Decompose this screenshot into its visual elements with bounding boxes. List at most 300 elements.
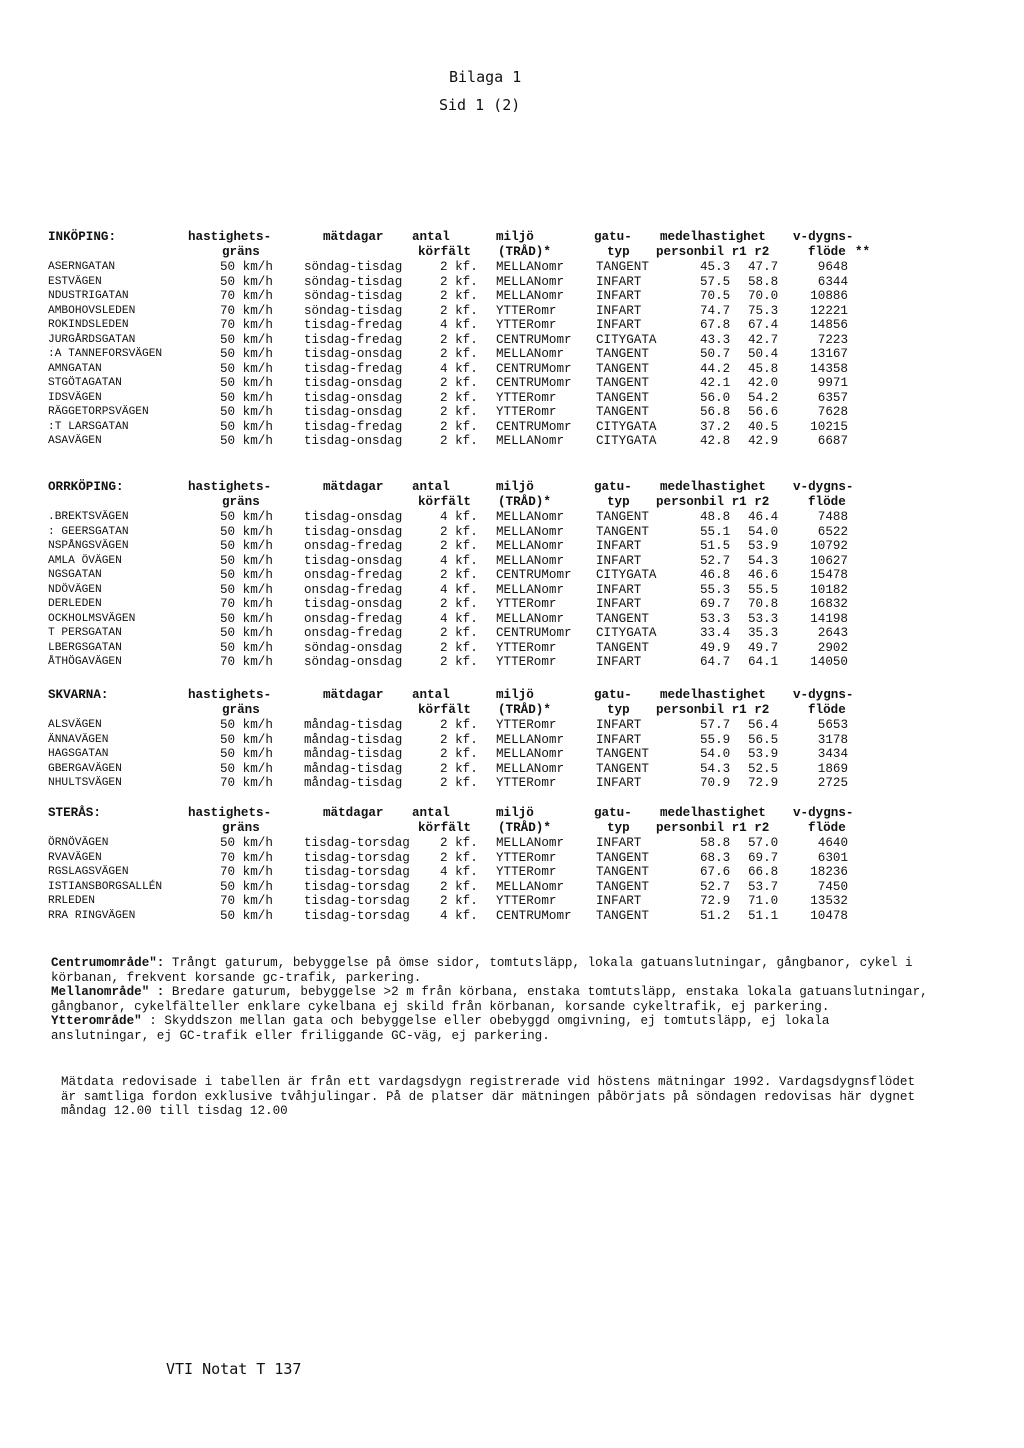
table-row (48, 641, 948, 656)
street-type: TANGENT (596, 524, 649, 539)
daily-flow: 14856 (810, 318, 848, 332)
speed-limit: 50 km/h (220, 582, 273, 597)
column-subheader-env: (TRÅD)* (498, 245, 551, 259)
mean-speed-r2: 56.5 (748, 732, 779, 747)
mean-speed-r2: 69.7 (748, 850, 779, 865)
column-header-env: miljö (496, 230, 534, 244)
mean-speed-r2: 42.9 (748, 434, 779, 448)
column-header-flow: v-dygns- (793, 688, 854, 702)
environment: YTTERomr (496, 390, 557, 405)
mean-speed-r2: 70.0 (748, 289, 779, 303)
environment: CENTRUMomr (496, 419, 572, 434)
lane-count: 2 kf. (440, 626, 478, 640)
mean-speed-r2: 55.5 (748, 582, 779, 597)
daily-flow: 10478 (810, 908, 848, 923)
table-header-row (48, 688, 948, 703)
measurement-days: söndag-tisdag (304, 303, 403, 318)
mean-speed-r2: 40.5 (748, 419, 779, 434)
street-type: INFART (596, 718, 642, 732)
daily-flow: 10182 (810, 582, 848, 597)
definition-text: Bredare gaturum, bebyggelse >2 m från körbana, enstaka tomtutsläpp, enstaka lokala gatuanslutningar, gångbanor, cykelfälteller enklare cykelbana ej skild från körbanan, korsande cykeltrafik, ej parkering. (51, 985, 928, 1014)
table-row (48, 347, 948, 362)
measurement-days: onsdag-fredag (304, 582, 403, 597)
daily-flow: 7450 (817, 879, 848, 894)
column-header-days: mätdagar (323, 806, 384, 820)
street-name: IDSVÄGEN (48, 391, 102, 404)
daily-flow: 1869 (817, 761, 848, 776)
lane-count: 4 kf. (440, 553, 478, 568)
street-name: ISTIANSBORGSALLÉN (48, 880, 163, 893)
speed-limit: 70 km/h (220, 776, 273, 790)
street-type: INFART (596, 836, 642, 850)
lane-count: 4 kf. (440, 865, 478, 879)
table-subheader-row (48, 495, 948, 510)
mean-speed-r1: 51.2 (700, 908, 731, 923)
speed-limit: 70 km/h (220, 865, 273, 879)
street-type: TANGENT (596, 260, 649, 274)
environment: MELLANomr (496, 553, 565, 568)
table-row (48, 733, 948, 748)
mean-speed-r1: 56.0 (700, 390, 731, 405)
environment: MELLANomr (496, 524, 565, 539)
column-subheader-lanes: körfält (418, 703, 471, 717)
street-name: :A TANNEFORSVÄGEN (48, 348, 163, 360)
column-header-speed: hastighets- (188, 230, 272, 244)
lane-count: 2 kf. (440, 761, 478, 776)
column-header-mean-speed: medelhastighet (660, 688, 766, 702)
daily-flow: 10215 (810, 419, 848, 434)
daily-flow: 4640 (817, 836, 848, 850)
street-type: INFART (596, 274, 642, 289)
mean-speed-r1: 58.8 (700, 836, 731, 850)
daily-flow: 14198 (810, 611, 848, 626)
mean-speed-r1: 33.4 (700, 626, 731, 640)
column-subheader-flow: flöde (808, 495, 846, 509)
table-row (48, 836, 948, 851)
street-name: AMBOHOVSLEDEN (48, 304, 136, 317)
column-header-mean-speed: medelhastighet (660, 480, 766, 494)
street-type: INFART (596, 776, 642, 790)
definition-text: Trångt gaturum, bebyggelse på ömse sidor, tomtutsläpp, lokala gatuanslutningar, gångbanor, cykel i körbanan, frekvent korsande gc-trafik, parkering. (51, 956, 913, 985)
measurement-days: måndag-tisdag (304, 776, 403, 790)
measurement-days: söndag-tisdag (304, 274, 403, 289)
table-header-row (48, 806, 948, 821)
measurement-days: tisdag-onsdag (304, 347, 403, 361)
street-name: NSPÅNGSVÄGEN (48, 540, 129, 552)
street-name: ESTVÄGEN (48, 275, 102, 288)
mean-speed-r1: 69.7 (700, 597, 731, 611)
daily-flow: 6344 (817, 274, 848, 289)
table-row (48, 626, 948, 641)
column-header-speed: hastighets- (188, 480, 272, 494)
daily-flow: 5653 (817, 718, 848, 732)
column-subheader-speed: gräns (222, 495, 260, 509)
table-row (48, 362, 948, 377)
environment: MELLANomr (496, 582, 565, 597)
speed-limit: 50 km/h (220, 390, 273, 405)
measurement-note-text: Mätdata redovisade i tabellen är från ett vardagsdygn registrerade vid höstens mätningar 1992. Vardagsdygnsflödet är samtliga fordon exklusive tvåhjulingar. På de platser där mätningen påbörjats på söndagen redovisas här dygnet måndag 12.00 till tisdag 12.00 (61, 1075, 915, 1119)
column-header-days: mätdagar (323, 230, 384, 244)
speed-limit: 50 km/h (220, 732, 273, 747)
daily-flow: 3434 (817, 747, 848, 761)
column-subheader-speed: gräns (222, 703, 260, 717)
measurement-days: tisdag-fredag (304, 419, 403, 434)
table-row (48, 776, 948, 791)
speed-limit: 50 km/h (220, 879, 273, 894)
mean-speed-r1: 49.9 (700, 640, 731, 655)
mean-speed-r2: 53.9 (748, 747, 779, 761)
appendix-title: Bilaga 1 (449, 68, 522, 86)
column-subheader-lanes: körfält (418, 245, 471, 259)
mean-speed-r2: 70.8 (748, 597, 779, 611)
daily-flow: 2643 (817, 626, 848, 640)
column-header-lanes: antal (412, 230, 450, 244)
mean-speed-r1: 68.3 (700, 850, 731, 865)
column-header-lanes: antal (412, 688, 450, 702)
environment: YTTERomr (496, 865, 557, 879)
city-name: ORRKÖPING: (48, 480, 124, 494)
lane-count: 4 kf. (440, 361, 478, 376)
daily-flow: 10792 (810, 539, 848, 553)
street-type: INFART (596, 894, 642, 908)
measurement-days: onsdag-fredag (304, 626, 403, 640)
street-type: INFART (596, 655, 642, 669)
speed-limit: 50 km/h (220, 626, 273, 640)
definition-term: Centrumområde": (51, 956, 165, 970)
column-header-lanes: antal (412, 806, 450, 820)
measurement-days: måndag-tisdag (304, 761, 403, 776)
speed-limit: 70 km/h (220, 318, 273, 332)
table-row (48, 333, 948, 348)
street-name: HAGSGATAN (48, 748, 109, 760)
mean-speed-r2: 54.0 (748, 524, 779, 539)
street-type: TANGENT (596, 376, 649, 390)
street-type: INFART (596, 553, 642, 568)
environment: MELLANomr (496, 836, 565, 850)
speed-limit: 50 km/h (220, 260, 273, 274)
measurement-days: tisdag-torsdag (304, 894, 410, 908)
speed-limit: 50 km/h (220, 568, 273, 582)
lane-count: 2 kf. (440, 655, 478, 669)
street-name: GBERGAVÄGEN (48, 762, 122, 775)
definition-centrum (51, 956, 931, 985)
speed-limit: 50 km/h (220, 553, 273, 568)
speed-limit: 50 km/h (220, 761, 273, 776)
street-name: ÖRNÖVÄGEN (48, 837, 109, 849)
speed-limit: 70 km/h (220, 597, 273, 611)
lane-count: 2 kf. (440, 289, 478, 303)
measurement-days: tisdag-fredag (304, 332, 403, 347)
table-row (48, 275, 948, 290)
lane-count: 2 kf. (440, 434, 478, 448)
lane-count: 2 kf. (440, 718, 478, 732)
speed-limit: 50 km/h (220, 836, 273, 850)
street-type: CITYGATA (596, 626, 657, 640)
street-name: JURGÅRDSGATAN (48, 333, 136, 346)
lane-count: 2 kf. (440, 539, 478, 553)
mean-speed-r1: 67.8 (700, 318, 731, 332)
street-name: NGSGATAN (48, 569, 102, 581)
measurement-days: tisdag-onsdag (304, 553, 403, 568)
street-name: .BREKTSVÄGEN (48, 511, 129, 523)
street-type: TANGENT (596, 761, 649, 776)
mean-speed-r1: 42.1 (700, 376, 731, 390)
street-type: TANGENT (596, 510, 649, 524)
column-subheader-street-type: typ (607, 495, 630, 509)
city-name: INKÖPING: (48, 230, 117, 244)
measurement-days: tisdag-torsdag (304, 865, 410, 879)
column-subheader-mean-speed: personbil r1 r2 (656, 495, 770, 509)
definitions (51, 956, 931, 1044)
lane-count: 2 kf. (440, 347, 478, 361)
mean-speed-r2: 46.6 (748, 568, 779, 582)
mean-speed-r1: 57.5 (700, 274, 731, 289)
environment: YTTERomr (496, 405, 557, 419)
definition-term: Mellanområde" : (51, 985, 165, 1000)
table-row (48, 391, 948, 406)
street-name: NDÖVÄGEN (48, 583, 102, 596)
street-type: TANGENT (596, 865, 649, 879)
measurement-days: tisdag-onsdag (304, 597, 403, 611)
column-header-env: miljö (496, 688, 534, 702)
table-row (48, 318, 948, 333)
speed-limit: 50 km/h (220, 405, 273, 419)
table-row (48, 583, 948, 598)
measurement-days: måndag-tisdag (304, 747, 403, 761)
environment: CENTRUMomr (496, 908, 572, 923)
daily-flow: 18236 (810, 865, 848, 879)
table-subheader-row (48, 821, 948, 836)
measurement-days: söndag-tisdag (304, 260, 403, 274)
column-subheader-street-type: typ (607, 821, 630, 835)
daily-flow: 7488 (817, 510, 848, 524)
daily-flow: 3178 (817, 732, 848, 747)
speed-limit: 50 km/h (220, 419, 273, 434)
street-type: INFART (596, 597, 642, 611)
column-subheader-flow: flöde (808, 821, 846, 835)
measurement-days: tisdag-torsdag (304, 850, 410, 865)
table-row (48, 405, 948, 420)
measurement-days: onsdag-fredag (304, 611, 403, 626)
mean-speed-r2: 57.0 (748, 836, 779, 850)
speed-limit: 50 km/h (220, 332, 273, 347)
table-row (48, 260, 948, 275)
street-name: NHULTSVÄGEN (48, 777, 122, 789)
daily-flow: 14358 (810, 361, 848, 376)
mean-speed-r1: 54.0 (700, 747, 731, 761)
street-type: TANGENT (596, 747, 649, 761)
column-subheader-speed: gräns (222, 245, 260, 259)
mean-speed-r2: 47.7 (748, 260, 779, 274)
daily-flow: 6687 (817, 434, 848, 448)
environment: CENTRUMomr (496, 626, 572, 640)
mean-speed-r1: 45.3 (700, 260, 731, 274)
column-header-street-type: gatu- (594, 688, 632, 702)
measurement-days: tisdag-torsdag (304, 836, 410, 850)
lane-count: 2 kf. (440, 390, 478, 405)
street-name: :T LARSGATAN (48, 420, 129, 433)
environment: CENTRUMomr (496, 332, 572, 347)
column-header-speed: hastighets- (188, 688, 272, 702)
city-table (48, 806, 948, 923)
environment: YTTERomr (496, 776, 557, 790)
table-row (48, 568, 948, 583)
column-header-flow: v-dygns- (793, 806, 854, 820)
street-type: CITYGATA (596, 568, 657, 582)
lane-count: 4 kf. (440, 510, 478, 524)
column-header-street-type: gatu- (594, 806, 632, 820)
lane-count: 2 kf. (440, 274, 478, 289)
street-name: NDUSTRIGATAN (48, 290, 129, 302)
lane-count: 2 kf. (440, 850, 478, 865)
daily-flow: 14050 (810, 655, 848, 669)
column-header-street-type: gatu- (594, 480, 632, 494)
lane-count: 2 kf. (440, 376, 478, 390)
table-subheader-row (48, 245, 948, 260)
measurement-days: söndag-onsdag (304, 640, 403, 655)
mean-speed-r2: 66.8 (748, 865, 779, 879)
mean-speed-r2: 45.8 (748, 361, 779, 376)
lane-count: 2 kf. (440, 568, 478, 582)
street-type: CITYGATA (596, 332, 657, 347)
mean-speed-r2: 56.4 (748, 718, 779, 732)
measurement-days: söndag-tisdag (304, 289, 403, 303)
lane-count: 4 kf. (440, 611, 478, 626)
street-name: ASERNGATAN (48, 261, 116, 273)
column-header-env: miljö (496, 806, 534, 820)
flow-footnote-mark: ** (855, 245, 871, 259)
street-name: RVAVÄGEN (48, 851, 102, 864)
mean-speed-r1: 56.8 (700, 405, 731, 419)
environment: MELLANomr (496, 434, 565, 448)
speed-limit: 70 km/h (220, 289, 273, 303)
mean-speed-r1: 70.5 (700, 289, 731, 303)
mean-speed-r2: 42.7 (748, 332, 779, 347)
measurement-days: tisdag-onsdag (304, 524, 403, 539)
table-row (48, 865, 948, 880)
city-table (48, 480, 948, 670)
street-type: TANGENT (596, 850, 649, 865)
mean-speed-r1: 67.6 (700, 865, 731, 879)
speed-limit: 70 km/h (220, 894, 273, 908)
column-subheader-mean-speed: personbil r1 r2 (656, 821, 770, 835)
street-name: OCKHOLMSVÄGEN (48, 612, 136, 625)
lane-count: 2 kf. (440, 776, 478, 790)
speed-limit: 50 km/h (220, 908, 273, 923)
daily-flow: 6357 (817, 390, 848, 405)
measurement-days: måndag-tisdag (304, 718, 403, 732)
column-subheader-env: (TRÅD)* (498, 495, 551, 509)
mean-speed-r2: 50.4 (748, 347, 779, 361)
column-subheader-flow: flöde (808, 703, 846, 717)
page-number: Sid 1 (2) (439, 96, 521, 114)
measurement-days: tisdag-onsdag (304, 405, 403, 419)
speed-limit: 50 km/h (220, 747, 273, 761)
city-table (48, 688, 948, 791)
daily-flow: 16832 (810, 597, 848, 611)
speed-limit: 50 km/h (220, 347, 273, 361)
environment: MELLANomr (496, 879, 565, 894)
daily-flow: 15478 (810, 568, 848, 582)
table-row (48, 434, 948, 449)
street-name: DERLEDEN (48, 598, 102, 610)
mean-speed-r1: 74.7 (700, 303, 731, 318)
measurement-days: söndag-onsdag (304, 655, 403, 669)
measurement-days: måndag-tisdag (304, 732, 403, 747)
daily-flow: 12221 (810, 303, 848, 318)
lane-count: 2 kf. (440, 836, 478, 850)
column-subheader-street-type: typ (607, 703, 630, 717)
mean-speed-r2: 67.4 (748, 318, 779, 332)
mean-speed-r2: 64.1 (748, 655, 779, 669)
street-name: RGSLAGSVÄGEN (48, 866, 129, 878)
speed-limit: 50 km/h (220, 361, 273, 376)
street-type: TANGENT (596, 390, 649, 405)
daily-flow: 9648 (817, 260, 848, 274)
definition-text: : Skyddszon mellan gata och bebyggelse eller obebyggd omgivning, ej tomtutsläpp, ej lokala anslutningar, ej GC-trafik eller friliggande GC-väg, ej parkering. (51, 1014, 830, 1043)
mean-speed-r1: 72.9 (700, 894, 731, 908)
street-type: TANGENT (596, 405, 649, 419)
measurement-days: tisdag-fredag (304, 361, 403, 376)
daily-flow: 2902 (817, 640, 848, 655)
column-header-days: mätdagar (323, 688, 384, 702)
column-subheader-street-type: typ (607, 245, 630, 259)
table-row (48, 420, 948, 435)
mean-speed-r1: 48.8 (700, 510, 731, 524)
mean-speed-r1: 52.7 (700, 879, 731, 894)
mean-speed-r1: 50.7 (700, 347, 731, 361)
column-header-lanes: antal (412, 480, 450, 494)
street-name: ÅTHÖGAVÄGEN (48, 656, 122, 668)
column-subheader-env: (TRÅD)* (498, 703, 551, 717)
column-subheader-lanes: körfält (418, 821, 471, 835)
mean-speed-r1: 44.2 (700, 361, 731, 376)
mean-speed-r2: 46.4 (748, 510, 779, 524)
table-subheader-row (48, 703, 948, 718)
environment: MELLANomr (496, 747, 565, 761)
mean-speed-r1: 55.3 (700, 582, 731, 597)
table-row (48, 851, 948, 866)
mean-speed-r2: 54.2 (748, 390, 779, 405)
street-type: INFART (596, 303, 642, 318)
mean-speed-r1: 70.9 (700, 776, 731, 790)
table-row (48, 289, 948, 304)
street-type: TANGENT (596, 611, 649, 626)
street-type: TANGENT (596, 347, 649, 361)
environment: MELLANomr (496, 539, 565, 553)
table-row (48, 894, 948, 909)
daily-flow: 10886 (810, 289, 848, 303)
street-type: CITYGATA (596, 434, 657, 448)
daily-flow: 13532 (810, 894, 848, 908)
daily-flow: 6522 (817, 524, 848, 539)
environment: YTTERomr (496, 894, 557, 908)
environment: YTTERomr (496, 597, 557, 611)
mean-speed-r2: 75.3 (748, 303, 779, 318)
street-name: STGÖTAGATAN (48, 377, 122, 389)
column-header-flow: v-dygns- (793, 230, 854, 244)
table-row (48, 718, 948, 733)
column-header-mean-speed: medelhastighet (660, 806, 766, 820)
speed-limit: 50 km/h (220, 524, 273, 539)
lane-count: 2 kf. (440, 524, 478, 539)
measurement-note (61, 1075, 931, 1119)
column-header-speed: hastighets- (188, 806, 272, 820)
street-type: INFART (596, 582, 642, 597)
lane-count: 4 kf. (440, 318, 478, 332)
measurement-days: onsdag-fredag (304, 568, 403, 582)
city-name: STERÅS: (48, 806, 101, 820)
